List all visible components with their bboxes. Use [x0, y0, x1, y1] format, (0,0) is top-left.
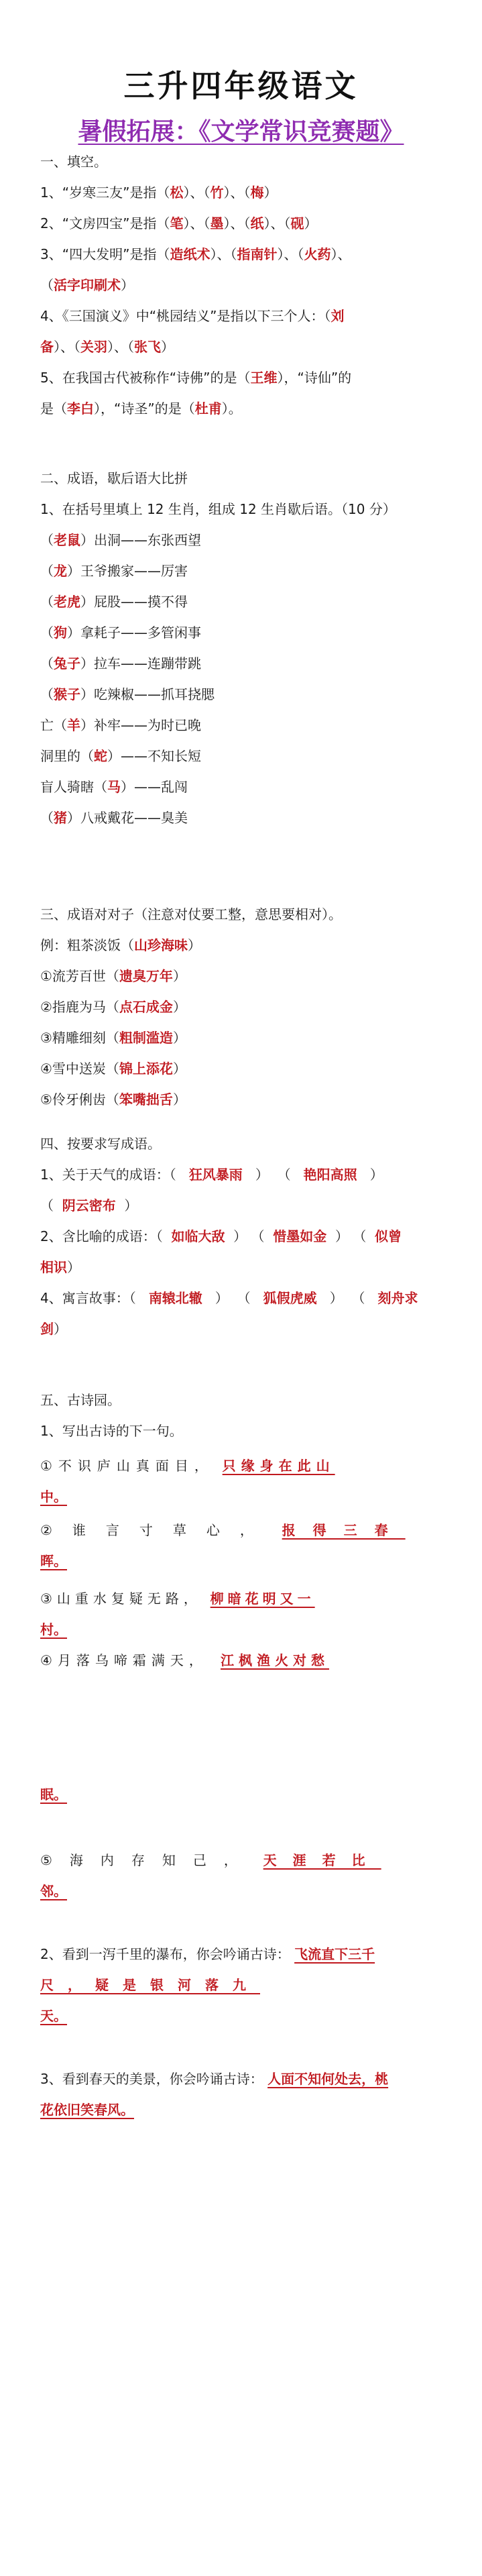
s5-poem-3-cont	[40, 1614, 442, 1645]
answer: 报得三春	[282, 1522, 406, 1538]
s5-poem-5: ⑤海内存知己， 天涯若比	[40, 1852, 381, 1868]
list-item: ③精雕细刻（粗制滥造）	[40, 1030, 186, 1046]
section3-heading: 三、成语对对子（注意对仗要工整，意思要相对）。	[40, 906, 342, 922]
s5-instruction: 1、写出古诗的下一句。	[40, 1423, 183, 1439]
s5-q3-cont	[40, 2094, 442, 2125]
s1-q4: 4、《三国演义》中“桃园结义”是指以下三个人：（刘	[40, 308, 345, 324]
page-subtitle	[0, 113, 482, 147]
answer: 墨	[210, 215, 224, 231]
list-item: 洞里的（蛇）——不知长短	[40, 748, 201, 764]
s1-q2: 2、“文房四宝”是指（笔）、（墨）、（纸）、（砚）	[40, 215, 318, 231]
answer: 惜墨如金	[273, 1228, 327, 1244]
s5-poem-1: ①不识庐山真面目， 只缘身在此山	[40, 1458, 335, 1474]
list-item: ①流芳百世（遗臭万年）	[40, 968, 186, 984]
answer: 关羽	[80, 339, 107, 355]
section2-heading: 二、成语，歇后语大比拼	[40, 470, 188, 486]
answer: 羊	[67, 717, 80, 733]
list-item: （猴子）吃辣椒——抓耳挠腮	[40, 686, 215, 702]
answer: 中。	[40, 1489, 67, 1505]
list-item: ④雪中送炭（锦上添花）	[40, 1061, 186, 1077]
answer: 狐假虎威	[263, 1290, 317, 1306]
s4-q1: 1、关于天气的成语：（ 狂风暴雨 ） （ 艳阳高照 ）	[40, 1167, 383, 1183]
answer: 村。	[40, 1621, 67, 1638]
s5-poem-4-cont	[40, 1779, 442, 1810]
s1-q5: 5、在我国古代被称作“诗佛”的是（王维），“诗仙”的	[40, 370, 352, 386]
answer: 火药	[304, 246, 331, 262]
s5-q2-cont1	[40, 1970, 442, 2000]
answer: 王维	[250, 370, 278, 386]
subtitle-prefix: 暑假拓展：	[78, 118, 199, 146]
s4-q1-cont: （ 阴云密布 ）	[40, 1197, 138, 1214]
answer: 山珍海味	[134, 937, 188, 953]
list-item: 亡（羊）补牢——为时已晚	[40, 717, 201, 733]
section4-heading: 四、按要求写成语。	[40, 1136, 161, 1152]
answer: 蛇	[94, 748, 107, 764]
answer: 晖。	[40, 1553, 67, 1569]
s1-q3: 3、“四大发明”是指（造纸术）、（指南针）、（火药）、	[40, 246, 351, 262]
s2-instruction: 1、在括号里填上 12 生肖，组成 12 生肖歇后语。（10 分）	[40, 501, 396, 517]
answer: 如临大敌	[171, 1228, 225, 1244]
list-item: （猪）八戒戴花——臭美	[40, 810, 188, 826]
answer: 张飞	[134, 339, 161, 355]
s5-poem-4: ④月落乌啼霜满天， 江枫渔火对愁	[40, 1652, 330, 1668]
list-item: （龙）王爷搬家——厉害	[40, 563, 188, 579]
answer: 天涯若比	[263, 1852, 381, 1868]
s3-example: 例：粗茶淡饭（山珍海味）	[40, 937, 201, 953]
s4-q4: 4、寓言故事：（ 南辕北辙 ） （ 狐假虎威 ） （ 刻舟求	[40, 1290, 418, 1306]
s5-poem-1-cont	[40, 1481, 442, 1512]
answer: 造纸术	[170, 246, 210, 262]
answer: 锦上添花	[119, 1061, 173, 1077]
s4-q2-cont: 相识）	[40, 1259, 80, 1275]
s4-q2: 2、含比喻的成语：（ 如临大敌 ） （ 惜墨如金 ） （ 似曾	[40, 1228, 402, 1244]
answer: 猴子	[54, 686, 80, 702]
answer: 指南针	[237, 246, 278, 262]
s1-q5-cont: 是（李白），“诗圣”的是（杜甫）。	[40, 400, 242, 417]
s1-q3-cont: （活字印刷术）	[40, 277, 134, 293]
answer: 纸	[250, 215, 264, 231]
answer: 眠。	[40, 1786, 67, 1803]
answer: 猪	[54, 810, 67, 826]
list-item: ⑤伶牙俐齿（笨嘴拙舌）	[40, 1091, 186, 1108]
answer: 竹	[210, 184, 224, 201]
s5-poem-2-cont	[40, 1546, 442, 1576]
answer: 松	[170, 184, 184, 201]
s5-poem-2: ②谁言寸草心， 报得三春	[40, 1522, 406, 1538]
answer: 备	[40, 339, 54, 355]
s1-q4-cont: 备）、（关羽）、（张飞）	[40, 339, 174, 355]
answer: 南辕北辙	[148, 1290, 202, 1306]
answer: 阴云密布	[62, 1197, 116, 1214]
section1-heading: 一、填空。	[40, 154, 107, 170]
page-title: 三升四年级语文	[123, 68, 359, 104]
s1-q1: 1、“岁寒三友”是指（松）、（竹）、（梅）	[40, 184, 278, 201]
answer: 柳暗花明又一	[210, 1591, 315, 1607]
answer: 老鼠	[54, 532, 80, 548]
answer: 相识	[40, 1259, 67, 1275]
s5-q2: 2、看到一泻千里的瀑布，你会吟诵古诗： 飞流直下三千	[40, 1946, 375, 1962]
answer: 老虎	[54, 594, 80, 610]
answer: 艳阳高照	[303, 1167, 357, 1183]
answer: 尺，疑是银河落九	[40, 1977, 260, 1993]
answer: 邻。	[40, 1883, 67, 1899]
list-item: ②指鹿为马（点石成金）	[40, 999, 186, 1015]
answer: 杜甫	[194, 400, 222, 417]
s5-poem-5-cont	[40, 1876, 442, 1907]
list-item: （狗）拿耗子——多管闲事	[40, 625, 201, 641]
answer: 兔子	[54, 655, 80, 672]
answer: 梅	[250, 184, 264, 201]
answer: 剑	[40, 1321, 54, 1337]
list-item: （老虎）屁股——摸不得	[40, 594, 188, 610]
list-item: 盲人骑瞎（马）——乱闯	[40, 779, 188, 795]
list-item: （兔子）拉车——连蹦带跳	[40, 655, 201, 672]
answer: 马	[107, 779, 121, 795]
answer: 花依旧笑春风。	[40, 2102, 134, 2118]
answer: 刻舟求	[377, 1290, 418, 1306]
answer: 李白	[67, 400, 94, 417]
answer: 刘	[330, 308, 345, 324]
answer: 笨嘴拙舌	[119, 1091, 173, 1108]
answer: 遗臭万年	[119, 968, 173, 984]
answer: 笔	[170, 215, 184, 231]
answer: 活字印刷术	[54, 277, 121, 293]
answer: 点石成金	[119, 999, 173, 1015]
answer: 天。	[40, 2008, 67, 2024]
answer: 狂风暴雨	[188, 1167, 243, 1183]
answer: 狗	[54, 625, 67, 641]
answer: 龙	[54, 563, 67, 579]
answer: 粗制滥造	[119, 1030, 173, 1046]
section5-heading: 五、古诗园。	[40, 1392, 121, 1408]
list-item: （老鼠）出洞——东张西望	[40, 532, 201, 548]
s5-q2-cont2	[40, 2000, 442, 2031]
answer: 似曾	[375, 1228, 402, 1244]
s4-q4-cont: 剑）	[40, 1321, 67, 1337]
answer: 飞流直下三千	[294, 1946, 375, 1962]
answer: 只缘身在此山	[222, 1458, 335, 1474]
answer: 砚	[290, 215, 304, 231]
s5-q3: 3、看到春天的美景，你会吟诵古诗： 人面不知何处去，桃	[40, 2071, 389, 2087]
s5-poem-3: ③山重水复疑无路， 柳暗花明又一	[40, 1591, 315, 1607]
subtitle-topic: 《文学常识竞赛题》	[198, 118, 404, 146]
answer: 江枫渔火对愁	[221, 1652, 330, 1668]
answer: 人面不知何处去，桃	[267, 2071, 389, 2087]
